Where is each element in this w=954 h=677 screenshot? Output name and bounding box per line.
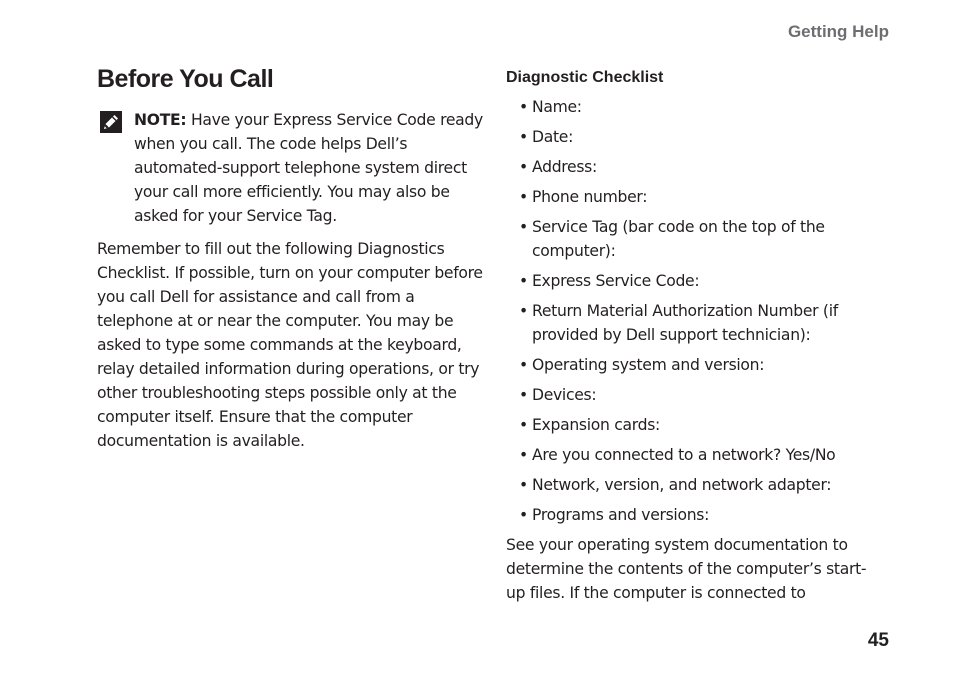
left-column: [97, 62, 489, 453]
page-title: Before You Call: [97, 65, 274, 93]
checklist-item: • Operating system and version:: [506, 353, 871, 377]
note-label: NOTE:: [134, 111, 187, 129]
note-box: [97, 108, 489, 228]
right-column: [506, 66, 871, 605]
checklist-item: • Return Material Authorization Number (if provided by Dell support technician):: [506, 299, 871, 347]
checklist-item: • Expansion cards:: [506, 413, 871, 437]
startup-files-paragraph: See your operating system documentation to determine the contents of the computer’s start-up files. If the computer is connected to: [506, 536, 867, 602]
checklist-item: • Network, version, and network adapter:: [506, 473, 871, 497]
diagnostic-checklist: [506, 95, 871, 527]
checklist-item: • Phone number:: [506, 185, 871, 209]
running-head: Getting Help: [787, 22, 889, 41]
note-text: Have your Express Service Code ready when you call. The code helps Dell’s automated-support telephone system direct your call more efficiently. You may also be asked for your Service Tag.: [134, 111, 483, 225]
checklist-item: • Are you connected to a network? Yes/No: [506, 443, 871, 467]
pencil-note-icon: [100, 111, 122, 133]
checklist-item: • Address:: [506, 155, 871, 179]
checklist-item: • Name:: [506, 95, 871, 119]
intro-paragraph: Remember to fill out the following Diagnostics Checklist. If possible, turn on your computer before you call Dell for assistance and call from a telephone at or near the computer. You may be asked to type some commands at the keyboard, relay detailed information during operations, or try other troubleshooting steps possible only at the computer itself. Ensure that the computer documentation is available.: [97, 240, 483, 450]
page-number: 45: [867, 630, 889, 651]
checklist-item: • Date:: [506, 125, 871, 149]
checklist-item: • Express Service Code:: [506, 269, 871, 293]
checklist-item: • Programs and versions:: [506, 503, 871, 527]
checklist-title: Diagnostic Checklist: [506, 69, 664, 86]
checklist-item: • Devices:: [506, 383, 871, 407]
checklist-item: • Service Tag (bar code on the top of the computer):: [506, 215, 871, 263]
